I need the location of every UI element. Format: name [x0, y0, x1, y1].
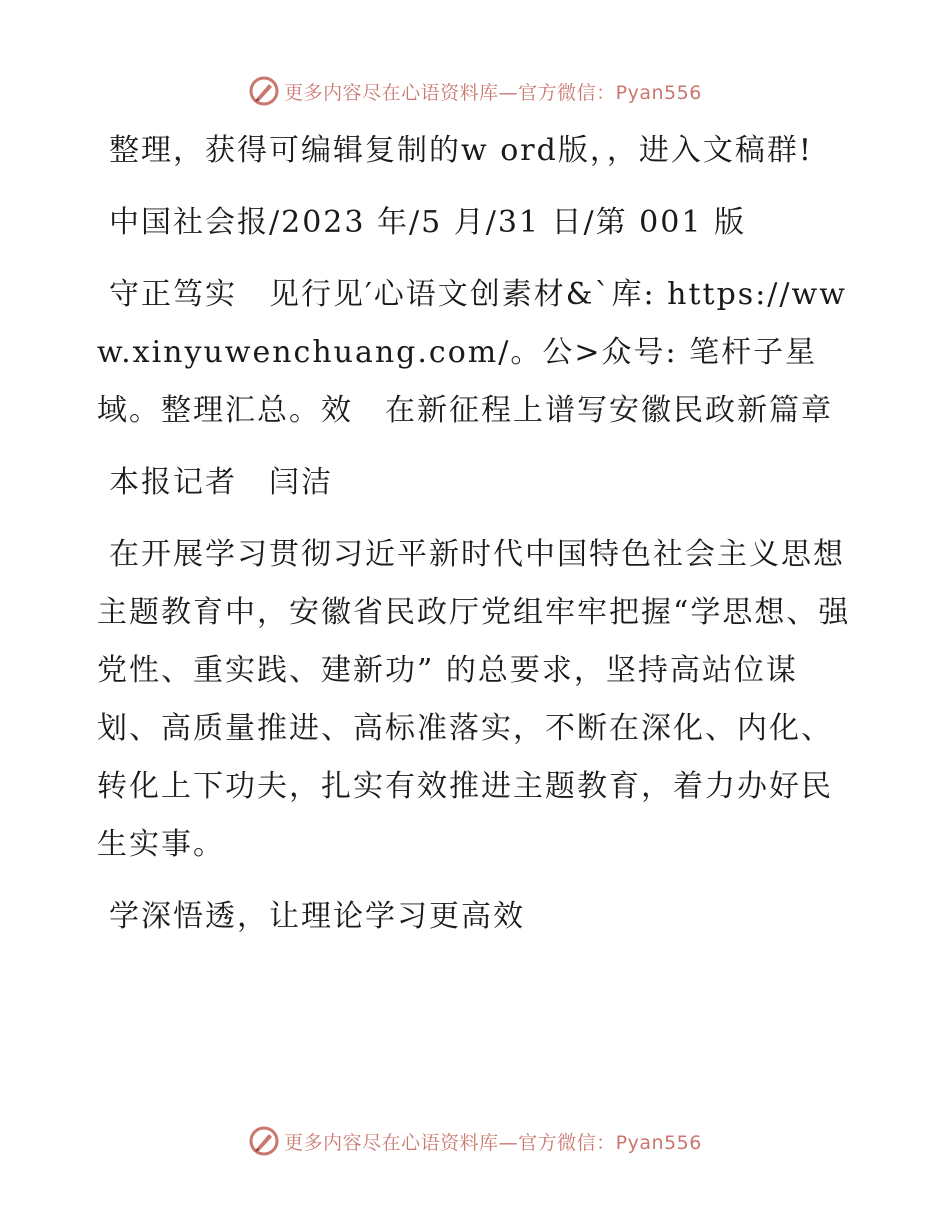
paragraph-title: 守正笃实 见行见′心语文创素材&`库: https://www.xinyuwenchuang.com/。公>众号: 笔杆子星域。整理汇总。效 在新征程上谱写安徽民政新篇章: [97, 277, 847, 428]
pen-logo-icon: [248, 75, 280, 107]
header-watermark-text: 更多内容尽在心语资料库—官方微信：Pyan556: [284, 81, 702, 104]
document-body: [97, 122, 857, 946]
footer-watermark: [0, 1121, 950, 1161]
byline: 本报记者 闫洁: [109, 465, 333, 500]
paragraph-body: 在开展学习贯彻习近平新时代中国特色社会主义思想主题教育中，安徽省民政厅党组牢牢把握“学思想、强党性、重实践、建新功” 的总要求，坚持高站位谋划、高质量推进、高标准落实，不断在深化、内化、转化上下功夫，扎实有效推进主题教育，着力办好民生实事。: [97, 537, 851, 862]
pen-logo-icon: [248, 1125, 280, 1157]
source-line: 中国社会报/2023 年/5 月/31 日/第 001 版: [109, 205, 746, 240]
paragraph-intro: 整理，获得可编辑复制的w ord版，，进入文稿群!: [109, 133, 813, 168]
header-watermark: [0, 71, 950, 111]
section-heading: 学深悟透，让理论学习更高效: [109, 899, 525, 934]
footer-watermark-text: 更多内容尽在心语资料库—官方微信：Pyan556: [284, 1131, 702, 1154]
